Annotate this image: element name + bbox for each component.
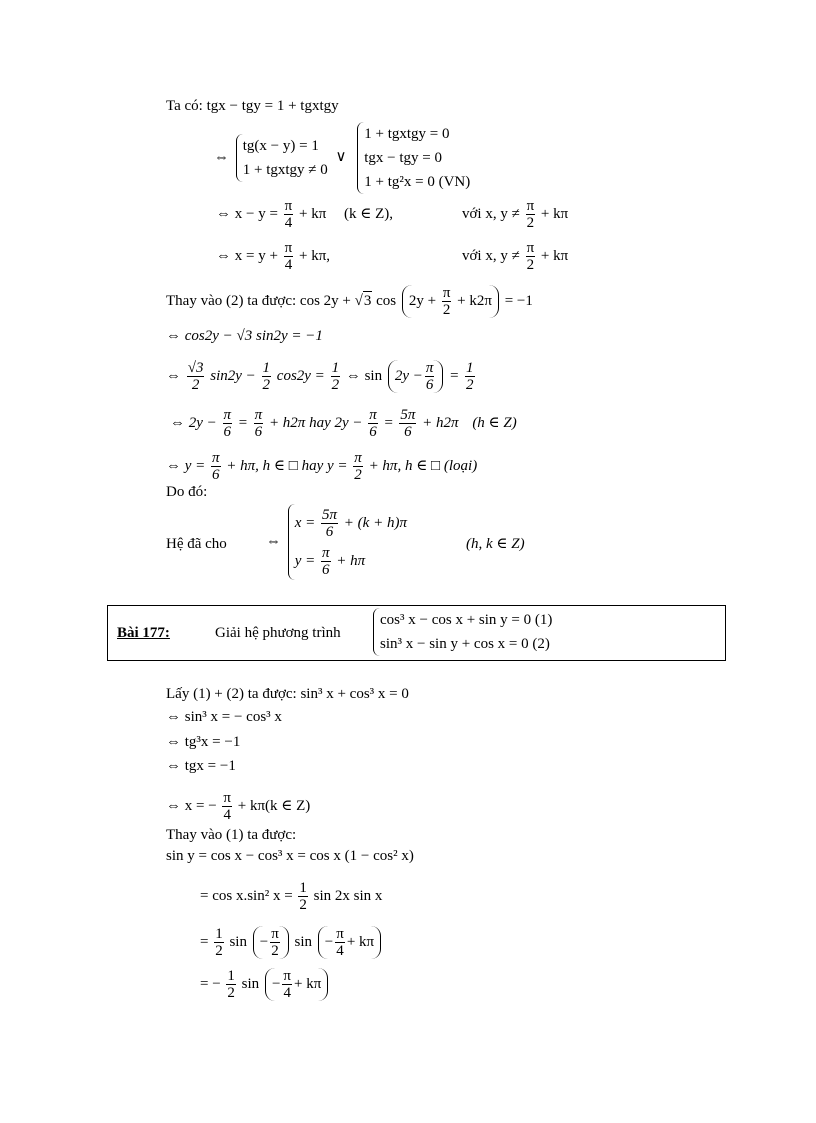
line-sin2y: ⇔ $\frac{√3}{2}$ sin2y − $\frac{1}{2}$ cos2y = $\frac{1}{2}$ ⇔ sin 2y − $\frac{\pi}{6}$ = $\frac{1}{2}$ [166, 360, 474, 393]
line-thay-vao-2: Thay vào (2) ta được: cos 2y + √3 cos 2y + $\frac{\pi}{2}$ + k2π = −1 [166, 285, 533, 318]
line-x-sol: ⇔ x = − $\frac{\pi}{4}$ + kπ(k ∈ Z) [166, 790, 311, 823]
line-voi-2: với x, y ≠ $\frac{\pi}{2}$ + kπ [462, 240, 569, 273]
line-neg-half-sin: = − $\frac{1}{2}$ sin − $\frac{\pi}{4}$ + kπ [200, 968, 330, 1001]
problem-text: Giải hệ phương trình [215, 625, 341, 641]
line-y-solutions: ⇔ y = $\frac{\pi}{6}$ + hπ, h ∈ □ hay y = $\frac{\pi}{2}$ + hπ, h ∈ □ (loại) [166, 450, 478, 483]
system-a: tg(x − y) = 1 1 + tgxtgy ≠ 0 [236, 134, 328, 182]
line-ta-co: Ta có: tgx − tgy = 1 + tgxtgy [166, 98, 339, 114]
line-cos2y: ⇔ cos2y − √3 sin2y = −1 [166, 328, 323, 344]
label-he-da-cho: Hệ đã cho [166, 536, 227, 552]
system-b: 1 + tgxtgy = 0 tgx − tgy = 0 1 + tg²x = 0 (VN) [357, 122, 470, 194]
fraction: $\frac{\pi}{4}$ [284, 198, 293, 231]
line-thay-vao-1: Thay vào (1) ta được: [166, 827, 297, 843]
system-line [214, 122, 470, 194]
line-cos-sin2: = cos x.sin² x = $\frac{1}{2}$ sin 2x sin x [200, 880, 383, 913]
iff-symbol: ⇔ [214, 149, 229, 166]
line-sin3: ⇔ sin³ x = − cos³ x [166, 709, 282, 725]
line-lay-1-2: Lấy (1) + (2) ta được: sin³ x + cos³ x = 0 [166, 686, 409, 702]
line-x-eq-y: ⇔ x = y + $\frac{\pi}{4}$ + kπ, [216, 240, 331, 273]
line-do-do: Do đó: [166, 484, 208, 500]
line-tgx: ⇔ tgx = −1 [166, 758, 236, 774]
hk-condition: (h, k ∈ Z) [466, 536, 525, 552]
problem-system: cos³ x − cos x + sin y = 0 (1) sin³ x − sin y + cos x = 0 (2) [370, 608, 552, 656]
line-2y-solutions: ⇔ 2y − $\frac{\pi}{6}$ = $\frac{\pi}{6}$ + h2π hay 2y − $\frac{\pi}{6}$ = $\frac{5\pi}{6}$ + h2π (h ∈ Z) [170, 407, 517, 440]
problem-title: Bài 177: [117, 625, 170, 641]
line-sin-y: sin y = cos x − cos³ x = cos x (1 − cos² x) [166, 848, 414, 864]
final-system: ⇔ x = $\frac{5\pi}{6}$ + (k + h)π y = $\frac{\pi}{6}$ + hπ [266, 504, 407, 580]
line-voi-1: với x, y ≠ $\frac{\pi}{2}$ + kπ [462, 198, 569, 231]
or-symbol: ∨ [335, 149, 347, 166]
line-x-minus-y: ⇔ x − y = $\frac{\pi}{4}$ + kπ (k ∈ Z), [216, 198, 394, 231]
line-tg3: ⇔ tg³x = −1 [166, 734, 241, 750]
line-half-sin: = $\frac{1}{2}$ sin − $\frac{\pi}{2}$ sin − $\frac{\pi}{4}$ + kπ [200, 926, 383, 959]
